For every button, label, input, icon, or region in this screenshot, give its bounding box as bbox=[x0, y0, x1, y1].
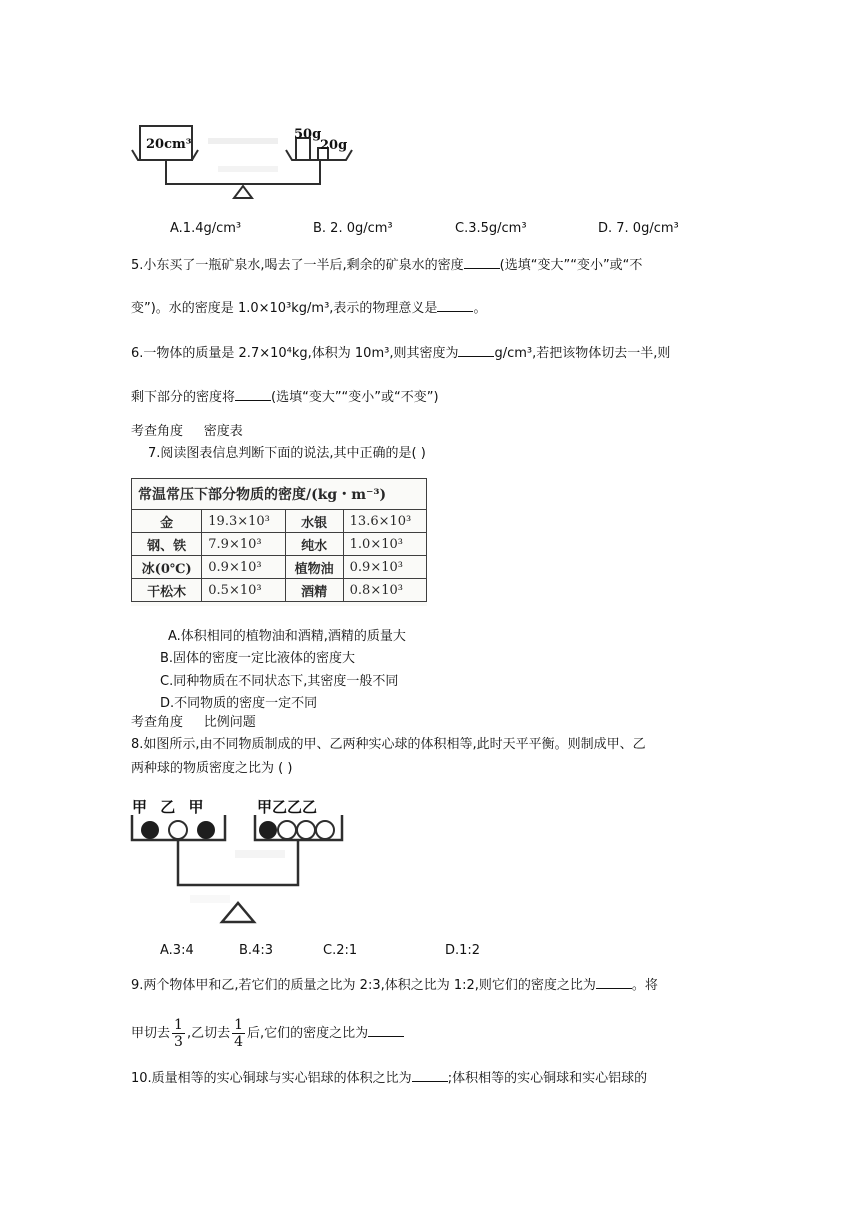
q8-left-labels: 甲 乙 甲 bbox=[132, 798, 208, 816]
answer-blank bbox=[437, 299, 473, 312]
table-row: 钢、铁 7.9×10³ 纯水 1.0×10³ bbox=[132, 533, 427, 556]
q8-line2: 两种球的物质密度之比为 ( ) bbox=[131, 761, 293, 776]
q4-option-b: B. 2. 0g/cm³ bbox=[313, 221, 393, 236]
weight-label-20g: 20g bbox=[320, 138, 348, 153]
ball-jia bbox=[141, 821, 159, 839]
q4-option-c: C.3.5g/cm³ bbox=[455, 221, 527, 236]
density-table bbox=[131, 478, 427, 602]
cube-label: 20cm³ bbox=[146, 137, 192, 152]
answer-blank bbox=[412, 1069, 448, 1082]
q7-stem: 7.阅读图表信息判断下面的说法,其中正确的是( ) bbox=[148, 446, 426, 461]
weight-label-50g: 50g bbox=[294, 127, 322, 142]
section-heading-ratio: 考查角度 比例问题 bbox=[131, 715, 256, 730]
q8-right-labels: 甲乙乙乙 bbox=[257, 798, 318, 816]
answer-blank bbox=[596, 976, 632, 989]
section-heading-density-table: 考查角度 密度表 bbox=[131, 424, 243, 439]
ball-jia bbox=[259, 821, 277, 839]
q7-option-a: A.体积相同的植物油和酒精,酒精的质量大 bbox=[168, 629, 406, 644]
answer-blank bbox=[235, 388, 271, 401]
q8-option-c: C.2:1 bbox=[323, 943, 358, 958]
q7-option-c: C.同种物质在不同状态下,其密度一般不同 bbox=[160, 674, 399, 689]
q6-line2: 剩下部分的密度将 (选填“变大”“变小”或“不变”) bbox=[131, 390, 439, 405]
ball-yi bbox=[297, 821, 315, 839]
q7-option-d: D.不同物质的密度一定不同 bbox=[160, 696, 318, 711]
q4-option-a: A.1.4g/cm³ bbox=[170, 221, 242, 236]
q5-line2: 变”)。水的密度是 1.0×10³kg/m³,表示的物理意义是 。 bbox=[131, 301, 487, 316]
q8-option-d: D.1:2 bbox=[445, 943, 481, 958]
q6-line1: 6.一物体的质量是 2.7×10⁴kg,体积为 10m³,则其密度为 g/cm³,若把该物体切去一半,则 bbox=[131, 346, 671, 361]
answer-blank bbox=[464, 256, 500, 269]
ball-yi bbox=[316, 821, 334, 839]
q9-line2: 甲切去 $\frac{1}{3}$ ,乙切去 $\frac{1}{4}$ 后,它们的密度之比为 bbox=[131, 1016, 404, 1052]
ball-yi bbox=[169, 821, 187, 839]
q8-option-b: B.4:3 bbox=[239, 943, 273, 958]
q4-option-d: D. 7. 0g/cm³ bbox=[598, 221, 679, 236]
density-table-image bbox=[131, 478, 427, 606]
ball-yi bbox=[278, 821, 296, 839]
q10-line1: 10.质量相等的实心铜球与实心铝球的体积之比为 ;体积相等的实心铜球和实心铝球的 bbox=[131, 1071, 648, 1086]
fraction-one-quarter: $\frac{1}{4}$ bbox=[234, 1017, 243, 1050]
fraction-one-third: $\frac{1}{3}$ bbox=[174, 1017, 183, 1050]
ball-jia bbox=[197, 821, 215, 839]
table-title: 常温常压下部分物质的密度/(kg・m⁻³) bbox=[132, 479, 427, 510]
q9-line1: 9.两个物体甲和乙,若它们的质量之比为 2:3,体积之比为 1:2,则它们的密度之比为 。将 bbox=[131, 978, 658, 993]
q7-option-b: B.固体的密度一定比液体的密度大 bbox=[160, 651, 356, 666]
q8-option-a: A.3:4 bbox=[160, 943, 194, 958]
table-row: 干松木 0.5×10³ 酒精 0.8×10³ bbox=[132, 579, 427, 602]
table-row: 冰(0℃) 0.9×10³ 植物油 0.9×10³ bbox=[132, 556, 427, 579]
q8-line1: 8.如图所示,由不同物质制成的甲、乙两种实心球的体积相等,此时天平平衡。则制成甲、乙 bbox=[131, 737, 646, 752]
q5-line1: 5.小东买了一瓶矿泉水,喝去了一半后,剩余的矿泉水的密度 (选填“变大”“变小”或“不 bbox=[131, 258, 643, 273]
answer-blank bbox=[368, 1024, 404, 1037]
table-row: 金 19.3×10³ 水银 13.6×10³ bbox=[132, 510, 427, 533]
balance-figure-q4 bbox=[128, 118, 358, 200]
answer-blank bbox=[458, 344, 494, 357]
